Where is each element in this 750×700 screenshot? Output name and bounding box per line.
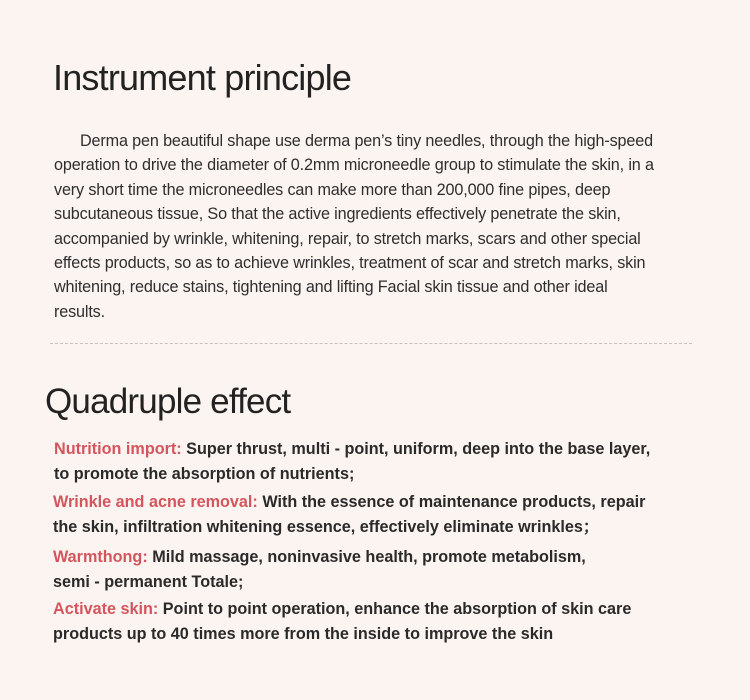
effect-line	[53, 490, 645, 515]
quadruple-effect-heading: Quadruple effect	[45, 382, 291, 421]
effect-label: Activate skin:	[53, 600, 159, 618]
effect-text: Mild massage, noninvasive health, promote metabolism,	[147, 548, 586, 566]
paragraph-line: effects products, so as to achieve wrinkles, treatment of scar and stretch marks, skin	[54, 254, 646, 273]
paragraph-line: operation to drive the diameter of 0.2mm microneedle group to stimulate the skin, in a	[54, 156, 654, 175]
section-divider	[50, 343, 692, 344]
paragraph-line: very short time the microneedles can make more than 200,000 fine pipes, deep	[54, 180, 611, 199]
paragraph-line: subcutaneous tissue, So that the active ingredients effectively penetrate the skin,	[54, 205, 621, 224]
paragraph-line: whitening, reduce stains, tightening and lifting Facial skin tissue and other ideal	[54, 278, 608, 297]
effect-label: Nutrition import:	[54, 440, 182, 458]
effect-line	[53, 545, 586, 570]
effect-label: Wrinkle and acne removal:	[53, 493, 258, 511]
effect-text: With the essence of maintenance products, repair	[257, 493, 646, 511]
paragraph-line: accompanied by wrinkle, whitening, repair, to stretch marks, scars and other special	[54, 229, 641, 248]
effect-label: Warmthong:	[53, 548, 148, 566]
effect-item-activate-skin	[53, 597, 631, 646]
effect-item-wrinkle-acne-removal	[53, 490, 645, 539]
instrument-principle-heading: Instrument principle	[53, 57, 352, 98]
effect-text: Point to point operation, enhance the absorption of skin care	[158, 600, 632, 618]
effect-text-continued: the skin, infiltration whitening essence, effectively eliminate wrinkles；	[53, 517, 600, 536]
effect-text-continued: semi - permanent Totale;	[53, 572, 244, 591]
effect-text: Super thrust, multi - point, uniform, deep into the base layer,	[181, 440, 651, 458]
effect-line	[53, 597, 631, 622]
paragraph-line: Derma pen beautiful shape use derma pen’s tiny needles, through the high-speed	[80, 132, 653, 150]
effect-item-warmthong	[53, 545, 586, 594]
effect-text-continued: to promote the absorption of nutrients;	[54, 464, 355, 483]
instrument-principle-paragraph	[54, 129, 694, 324]
effect-text-continued: products up to 40 times more from the inside to improve the skin	[53, 624, 554, 643]
effect-item-nutrition-import	[54, 437, 650, 486]
paragraph-line: results.	[54, 302, 105, 321]
effect-line	[54, 437, 650, 462]
